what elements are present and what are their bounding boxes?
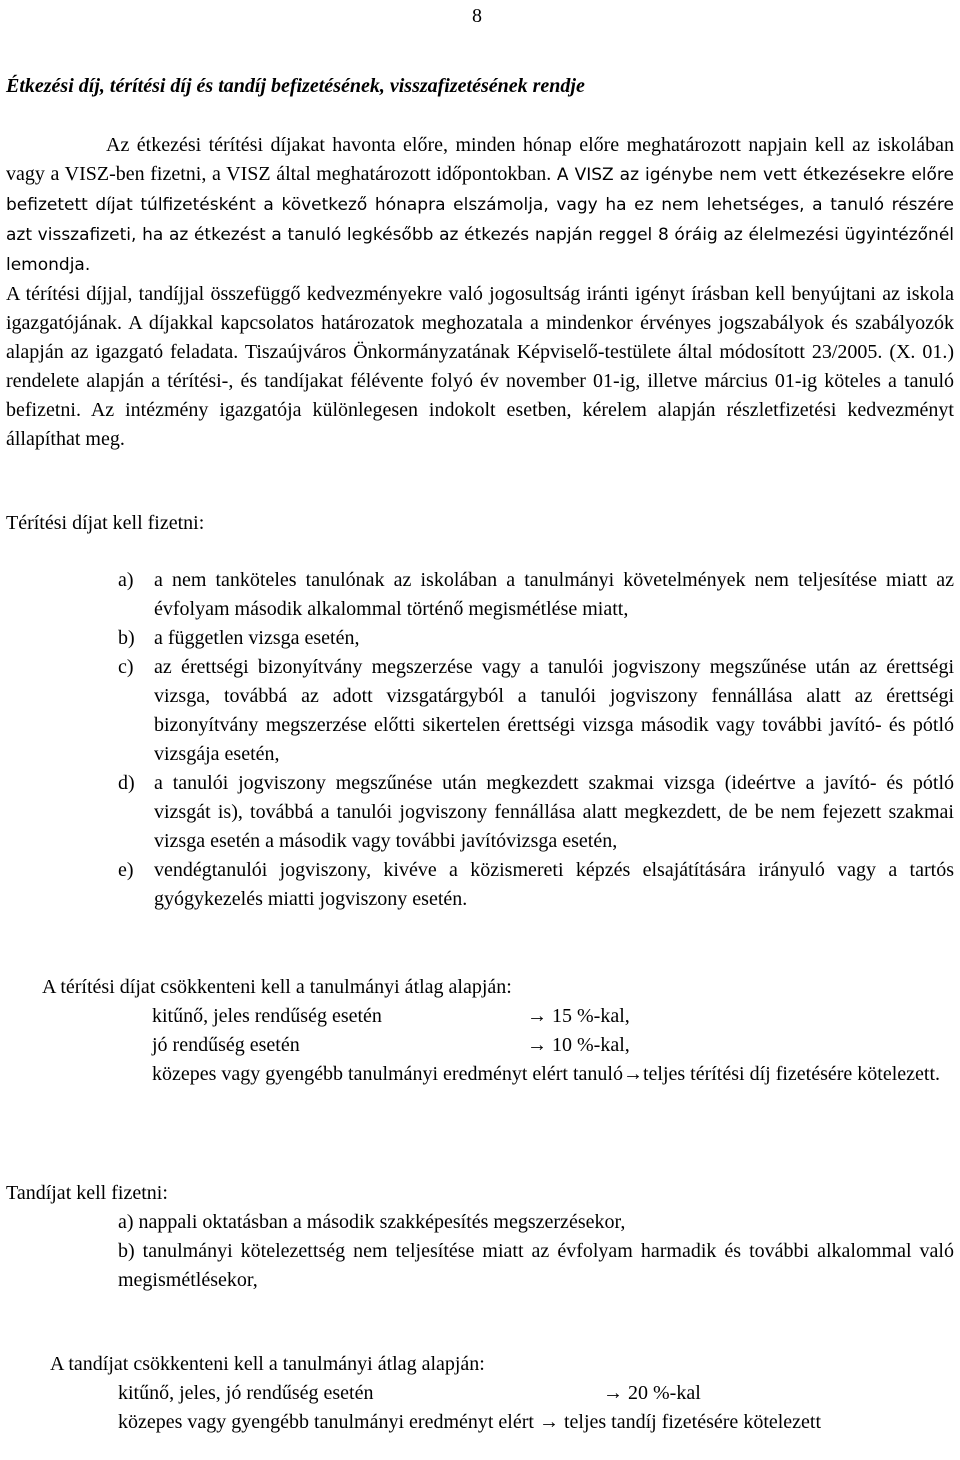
payment-rules-body [6,131,954,454]
list-item-text: a független vizsga esetén, [154,627,360,649]
tandij-item-b: b) tanulmányi kötelezettség nem teljesítése miatt az évfolyam harmadik és további alkalommal való megismétlésekor, [118,1240,954,1291]
list-item [118,769,954,856]
terites-discount-row1-label: kitűnő, jeles rendűség esetén [152,1005,382,1027]
list-item-text: az érettségi bizonyítvány megszerzése vagy a tanulói jogviszony megszűnése után az érettségi vizsga, továbbá az adott vizsgatárgyból a tanulói jogviszony fennállása alatt az érettségi bizonyítvány megszerzése előtti sikertelen érettségi vizsga második vagy további javító- és pótló vizsgája esetén, [154,656,954,765]
installment-sentence: Az intézmény igazgatója különlegesen indokolt esetben, kérelem alapján részletfizetési kedvezményt állapíthat meg. [6,399,954,450]
terites-heading: Térítési díjat kell fizetni: [6,512,205,534]
list-item [118,856,954,914]
tandij-discount-row2: közepes vagy gyengébb tanulmányi eredményt elért → teljes tandíj fizetésére kötelezett [118,1411,822,1433]
tandij-item-a: a) nappali oktatásban a második szakképesítés megszerzésekor, [118,1211,626,1233]
list-item [118,653,954,769]
tandij-heading: Tandíjat kell fizetni: [6,1182,168,1204]
terites-discount-row1-value: → 15 %-kal, [527,1005,630,1027]
tandij-discount-row1-value: → 20 %-kal [603,1382,701,1404]
paragraph-discounts [6,280,954,454]
terites-discount-heading: A térítési díjat csökkenteni kell a tanulmányi átlag alapján: [42,976,512,998]
list-item-label: c) [118,656,134,678]
list-item-text: a nem tanköteles tanulónak az iskolában a tanulmányi követelmények nem teljesítése miatt az évfolyam második alkalommal történő megismétlése miatt, [154,569,954,620]
list-item-label: a) [118,569,134,591]
page-number: 8 [472,5,482,27]
tandij-discount-heading: A tandíjat csökkenteni kell a tanulmányi átlag alapján: [50,1353,485,1375]
visz-refund-sentence: A VISZ az igénybe nem vett étkezésekre előre befizetett díjat túlfizetésként a következő hónapra elszámolja, vagy ha ez nem lehetséges, a tanuló részére azt visszafizeti, ha az étkezést a tanuló legkésőbb az étkezés napján reggel 8 óráig az élelmezési ügyintézőnél lemondja. [6,165,954,275]
page-title: Étkezési díj, térítési díj és tandíj befizetésének, visszafizetésének rendje [6,75,585,97]
list-item-label: e) [118,859,134,881]
list-item [118,566,954,624]
discount-claim-sentence: A térítési díjjal, tandíjjal összefüggő kedvezményekre való jogosultság iránti igényt írásban kell benyújtani az iskola igazgatójának. [6,283,954,334]
terites-discount-row2-value: → 10 %-kal, [527,1034,630,1056]
list-item [118,624,954,653]
list-item-text: a tanulói jogviszony megszűnése után megkezdett szakmai vizsga (ideértve a javító- és pótló vizsgát is), továbbá a tanulói jogviszony fennállása alatt megkezdett, de be nem fejezett szakmai vizsga esetén a második vagy további javítóvizsga esetén, [154,772,954,852]
terites-discount-row2-label: jó rendűség esetén [152,1034,300,1056]
terites-discount-row3: közepes vagy gyengébb tanulmányi eredményt elért tanuló→teljes térítési díj fizetésére kötelezett. [152,1063,941,1085]
decree-sentence: Tiszaújváros Önkormányzatának Képviselő-testülete által módosított 23/2005. (X. 01.) rendelete alapján a térítési-, és tandíjakat félévente folyó év november 01-ig, illetve március 01-ig köteles a tanuló befizetni. [6,341,955,421]
list-item-text: vendégtanulói jogviszony, kivéve a közismereti képzés elsajátítására irányuló vagy a tartós gyógykezelés miatti jogviszony esetén. [154,859,954,910]
meal-fee-sentence: Az étkezési térítési díjakat havonta előre, minden hónap előre meghatározott napjain kell az iskolában vagy a VISZ-ben fizetni, a VISZ által meghatározott időpontokban. [6,134,954,185]
list-item-label: d) [118,772,135,794]
terites-list [118,566,954,914]
director-duty-sentence: A díjakkal kapcsolatos határozatok meghozatala a mindenkor érvényes jogszabályok és szabályozók alapján az igazgató feladata. [6,312,954,363]
tandij-discount-row1-label: kitűnő, jeles, jó rendűség esetén [118,1382,374,1404]
paragraph-meal-fees [6,131,954,280]
list-item-label: b) [118,627,135,649]
